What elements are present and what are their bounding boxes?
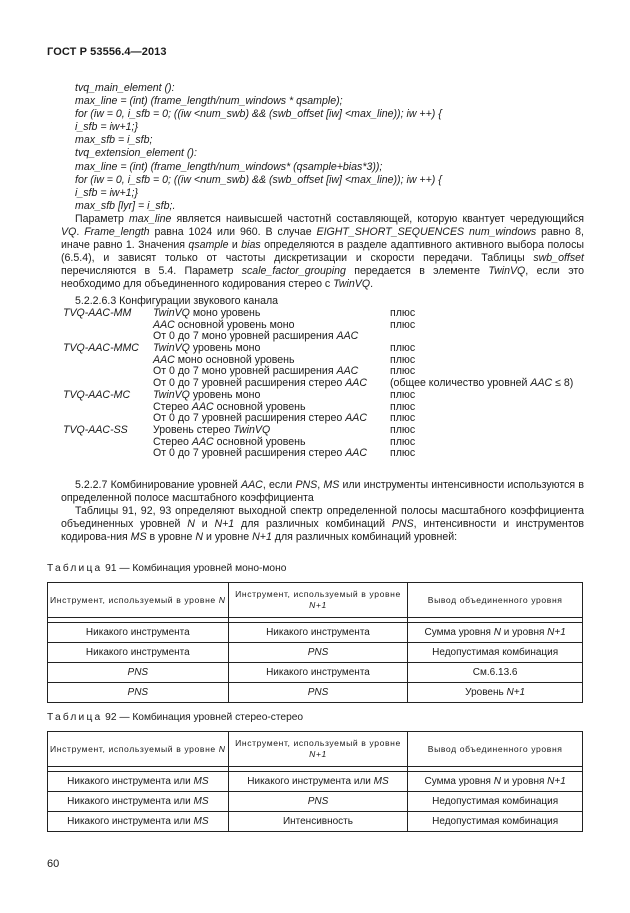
table-header-row [48,732,583,767]
table-cell: Недопустимая комбинация [408,643,583,663]
table-cell: PNS [228,792,408,812]
config-desc: Уровень стерео TwinVQ [153,423,271,436]
table-cell: PNS [48,663,229,683]
caption-text: 92 — Комбинация уровней стерео-стерео [102,712,304,723]
config-tail: плюс [390,423,416,436]
table-header-row [48,583,583,618]
paragraph-max-line [61,213,584,292]
table-cell: Никакого инструмента или MS [48,772,229,792]
config-desc: TwinVQ уровень моно [153,342,261,355]
table-cell: Никакого инструмента или MS [48,792,229,812]
code-line: max_sfb [lyr] = i_sfb;. [75,199,176,212]
table-cell: Никакого инструмента [228,663,408,683]
config-tail: плюс [390,353,416,366]
table-row [48,683,583,703]
config-desc: AAC основной уровень моно [153,318,295,331]
table-cell: Сумма уровня N и уровня N+1 [408,772,583,792]
table-row [48,663,583,683]
table-cell: PNS [228,683,408,703]
config-desc: От 0 до 7 уровней расширения стерео AAC [153,412,367,425]
paragraph-text: 5.2.2.7 Комбинирование уровней AAC, если PNS, MS или инструменты интенсивности используются в определенной полосе масштабного коэффициента [61,479,584,505]
table-92-caption [47,712,303,723]
code-line: i_sfb = iw+1;} [75,121,139,134]
config-desc: Стерео AAC основной уровень [153,400,306,413]
column-header: Инструмент, используемый в уровне N [48,732,229,767]
table-row [48,792,583,812]
config-desc: TwinVQ уровень моно [153,388,261,401]
config-tail: плюс [390,435,416,448]
table-cell: См.6.13.6 [408,663,583,683]
config-desc: Стерео AAC основной уровень [153,435,306,448]
config-tail: плюс [390,400,416,413]
table-91 [47,582,583,703]
table-92 [47,731,583,832]
code-line: for (iw = 0, i_sfb = 0; ((iw <num_swb) && (swb_offset [iw] <max_line)); iw ++) { [75,173,442,186]
paragraph-text: Таблицы 91, 92, 93 определяют выходной спектр определенной полосы масштабного коэффициента объединенных уровней N и N+1 для различных комбинаций PNS, интенсивности и инструментов кодирова-ния MS в уровне N и уровне N+1 для различных комбинаций уровней: [61,505,584,544]
column-header: Инструмент, используемый в уровне N+1 [228,732,408,767]
code-line: tvq_extension_element (): [75,147,197,160]
config-label: TVQ-AAC-SS [63,423,128,436]
config-row [63,343,603,355]
config-desc: От 0 до 7 уровней расширения стерео AAC [153,447,367,460]
table-cell: Недопустимая комбинация [408,792,583,812]
page-number: 60 [47,858,60,870]
config-desc: От 0 до 7 моно уровней расширения AAC [153,330,359,343]
table-cell: Уровень N+1 [408,683,583,703]
paragraph-tables-intro [61,505,584,544]
config-tail: плюс [390,447,416,460]
code-block [75,82,442,213]
caption-text: 91 — Комбинация уровней моно-моно [102,563,287,574]
table-row [48,772,583,792]
config-row [63,378,603,390]
table-cell: Никакого инструмента [48,623,229,643]
table-cell: Недопустимая комбинация [408,812,583,832]
table-cell: Никакого инструмента или MS [48,812,229,832]
code-line: max_line = (int) (frame_length/num_windows * qsample); [75,95,343,108]
table-91-caption [47,563,286,574]
config-row [63,425,603,437]
column-header: Инструмент, используемый в уровне N [48,583,229,618]
config-desc: TwinVQ моно уровень [153,307,261,319]
config-tail: (общее количество уровней AAC ≤ 8) [390,377,574,390]
config-tail: плюс [390,412,416,425]
config-row [63,308,603,320]
table-row [48,643,583,663]
config-label: TVQ-AAC-MC [63,388,131,401]
table-cell: Никакого инструмента [228,623,408,643]
table-cell: Сумма уровня N и уровня N+1 [408,623,583,643]
config-desc: AAC моно основной уровень [153,353,295,366]
config-row [63,390,603,402]
table-cell: Никакого инструмента или MS [228,772,408,792]
document-header: ГОСТ Р 53556.4—2013 [47,46,167,58]
config-tail: плюс [390,342,416,355]
config-label: TVQ-AAC-MM [63,307,132,319]
table-cell: PNS [48,683,229,703]
code-line: tvq_main_element (): [75,82,175,94]
caption-word: Таблица [47,712,103,723]
config-tail: плюс [390,365,416,378]
table-row [48,812,583,832]
column-header: Инструмент, используемый в уровне N+1 [228,583,408,618]
code-line: i_sfb = iw+1;} [75,186,139,199]
column-header: Вывод объединенного уровня [408,583,583,618]
config-desc: От 0 до 7 уровней расширения стерео AAC [153,377,367,390]
section-heading-layer-combination [61,479,584,505]
table-row [48,623,583,643]
config-row [63,331,603,343]
table-cell: Никакого инструмента [48,643,229,663]
config-tail: плюс [390,318,416,331]
column-header: Вывод объединенного уровня [408,732,583,767]
table-cell: PNS [228,643,408,663]
config-desc: От 0 до 7 моно уровней расширения AAC [153,365,359,378]
config-row [63,448,603,460]
paragraph-text: Параметр max_line является наивысшей частотнй составляющей, которую квантует чередующийся VQ. Frame_length равна 1024 или 960. В случае EIGHT_SHORT_SEQUENCES num_windows равно 8, иначе равно 1. Значения qsample и bias определяются в разделе адаптивного активного выбора полосы (6.5.4), и зависят только от частоты дискретизации и скорости передачи. Таблицы swb_offset перечисляются в 5.4. Параметр scale_factor_grouping передается в элементе TwinVQ, если это необходимо для объединенного кодирования стерео с TwinVQ. [61,213,585,291]
code-line: for (iw = 0, i_sfb = 0; ((iw <num_swb) && (swb_offset [iw] <max_line)); iw ++) { [75,108,442,121]
table-cell: Интенсивность [228,812,408,832]
config-row [63,413,603,425]
config-label: TVQ-AAC-MMC [63,342,139,355]
config-tail: плюс [390,388,416,401]
code-line: max_line = (int) (frame_length/num_windows* (qsample+bias*3)); [75,160,383,173]
caption-word: Таблица [47,563,103,574]
section-heading-channel-config: 5.2.2.6.3 Конфигурации звукового канала [75,295,279,307]
channel-config-list [63,308,603,460]
config-tail: плюс [390,307,416,319]
code-line: max_sfb = i_sfb; [75,134,153,147]
